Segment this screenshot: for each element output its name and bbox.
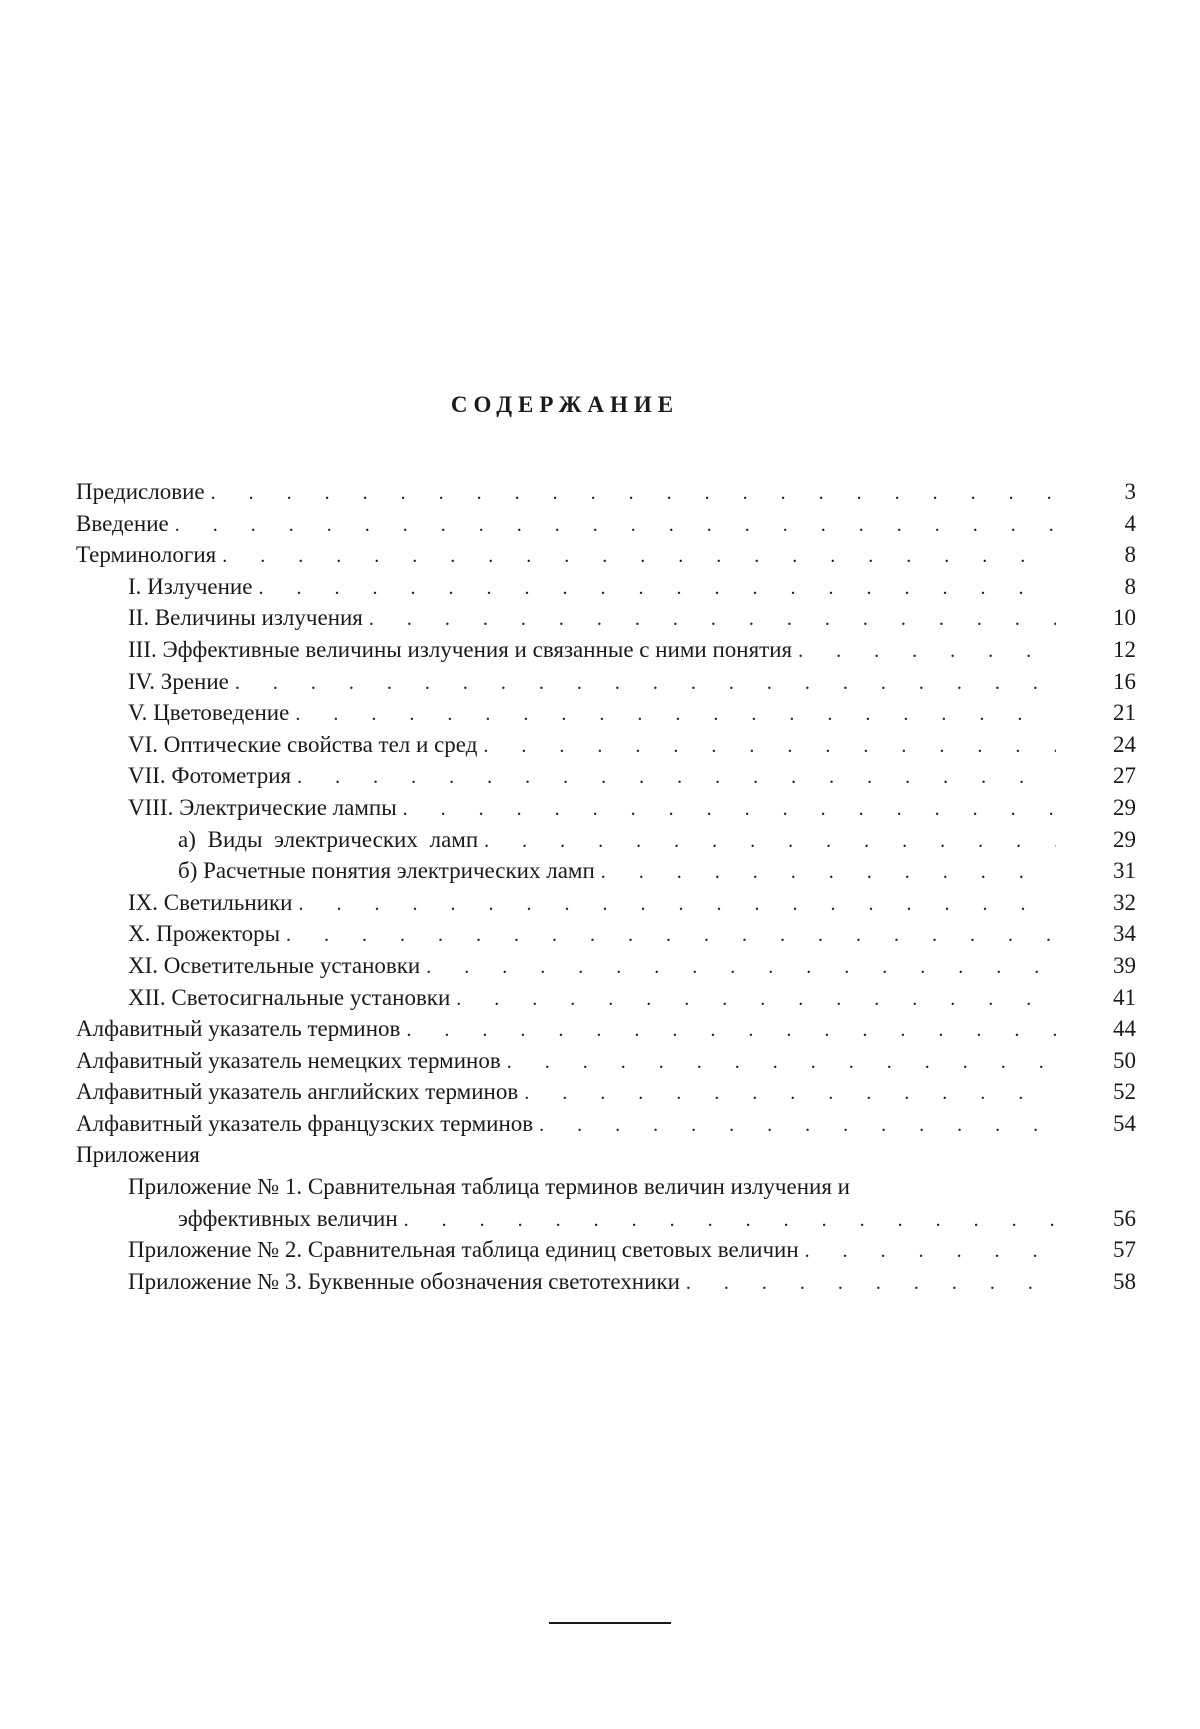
dot-leader <box>539 1110 1056 1140</box>
toc-entry-label: I. Излучение <box>128 573 253 599</box>
dot-leader <box>297 762 1056 792</box>
toc-entry <box>76 1108 1136 1140</box>
dot-leader <box>601 857 1056 887</box>
toc-entry <box>76 887 1136 919</box>
toc-entry <box>76 1203 1136 1235</box>
dot-leader <box>295 699 1056 729</box>
toc-entry-page: 4 <box>1124 510 1136 536</box>
toc-entry-page: 52 <box>1113 1079 1136 1105</box>
toc-entry <box>76 760 1136 792</box>
toc-entry <box>76 508 1136 540</box>
dot-leader <box>235 668 1056 698</box>
toc-entry-page: 57 <box>1113 1237 1136 1263</box>
end-rule <box>549 1622 671 1624</box>
toc-entry-page: 16 <box>1113 668 1136 694</box>
toc-entry-label: III. Эффективные величины излучения и связанные с ними понятия <box>128 636 793 662</box>
toc-entry <box>76 1076 1136 1108</box>
dot-leader <box>507 1047 1056 1077</box>
page-title: СОДЕРЖАНИЕ <box>450 392 680 417</box>
toc-entry-label: XII. Светосигнальные установки <box>128 984 451 1010</box>
toc-entry-page: 58 <box>1113 1268 1136 1294</box>
toc-entry-page: 41 <box>1113 984 1136 1010</box>
toc-entry-label: Алфавитный указатель терминов <box>76 1016 401 1042</box>
toc-entry-label: Приложение № 1. Сравнительная таблица терминов величин излучения и <box>128 1174 850 1200</box>
dot-leader <box>686 1268 1056 1298</box>
toc-entry-label: Приложение № 3. Буквенные обозначения светотехники <box>128 1268 680 1294</box>
toc-entry-page: 31 <box>1113 858 1136 884</box>
dot-leader <box>175 510 1056 540</box>
dot-leader <box>798 636 1056 666</box>
toc-entry-label: V. Цветоведение <box>128 700 290 726</box>
dot-leader <box>483 731 1056 761</box>
toc-entry <box>76 950 1136 982</box>
toc-entry-label: VIII. Электрические лампы <box>128 794 397 820</box>
dot-leader <box>222 541 1056 571</box>
toc-entry-label: Приложение № 2. Сравнительная таблица единиц световых величин <box>128 1237 799 1263</box>
toc-entry-page: 8 <box>1124 542 1136 568</box>
toc-entry-label: а) Виды электрических ламп <box>178 826 479 852</box>
toc-entry <box>76 824 1136 856</box>
toc-entry-label: Предисловие <box>76 479 205 504</box>
toc-entry-page: 44 <box>1113 1016 1136 1042</box>
toc-entry <box>76 1171 1136 1203</box>
dot-leader <box>524 1078 1056 1108</box>
toc-entry-label: б) Расчетные понятия электрических ламп <box>178 858 595 884</box>
dot-leader <box>258 573 1056 603</box>
toc-entry-page: 12 <box>1113 636 1136 662</box>
toc-entry-label: Приложения <box>76 1142 200 1168</box>
toc-entry-page: 39 <box>1113 952 1136 978</box>
toc-entry <box>76 1234 1136 1266</box>
dot-leader <box>369 604 1056 634</box>
toc-entry <box>76 476 1136 508</box>
toc-entry <box>76 918 1136 950</box>
table-of-contents <box>76 476 1136 1297</box>
toc-entry-page: 50 <box>1113 1047 1136 1073</box>
toc-entry-page: 10 <box>1113 605 1136 631</box>
dot-leader <box>404 1205 1056 1235</box>
toc-entry <box>76 729 1136 761</box>
dot-leader <box>211 478 1056 508</box>
toc-entry <box>76 792 1136 824</box>
toc-entry <box>76 634 1136 666</box>
toc-entry-label: Введение <box>76 510 169 536</box>
toc-entry-label: IV. Зрение <box>128 668 229 694</box>
toc-entry-page: 34 <box>1113 921 1136 947</box>
dot-leader <box>286 920 1056 950</box>
toc-entry-label: VII. Фотометрия <box>128 763 292 789</box>
dot-leader <box>406 1015 1056 1045</box>
toc-entry-page: 56 <box>1113 1205 1136 1231</box>
toc-entry-label: II. Величины излучения <box>128 605 363 631</box>
dot-leader <box>426 952 1056 982</box>
dot-leader <box>805 1236 1056 1266</box>
toc-entry <box>76 1266 1136 1298</box>
toc-entry-label: X. Прожекторы <box>128 921 281 947</box>
toc-entry <box>76 982 1136 1014</box>
toc-entry <box>76 1013 1136 1045</box>
toc-entry-label: Алфавитный указатель немецких терминов <box>76 1047 501 1073</box>
toc-entry-page: 29 <box>1113 826 1136 852</box>
toc-entry-page: 32 <box>1113 889 1136 915</box>
toc-entry-label: IX. Светильники <box>128 889 293 915</box>
toc-entry-page: 29 <box>1113 794 1136 820</box>
toc-entry <box>76 666 1136 698</box>
toc-entry-label: Алфавитный указатель английских терминов <box>76 1079 519 1105</box>
toc-entry <box>76 697 1136 729</box>
toc-entry-label: Алфавитный указатель французских терминов <box>76 1110 534 1136</box>
toc-entry <box>76 855 1136 887</box>
dot-leader <box>298 889 1056 919</box>
toc-entry <box>76 571 1136 603</box>
toc-entry-page: 21 <box>1113 700 1136 726</box>
toc-entry-label: эффективных величин <box>178 1205 398 1231</box>
toc-entry <box>76 1045 1136 1077</box>
toc-entry-page: 27 <box>1113 763 1136 789</box>
dot-leader <box>403 794 1056 824</box>
toc-entry-page: 3 <box>1124 479 1136 504</box>
dot-leader <box>456 984 1056 1014</box>
toc-entry <box>76 1139 1136 1171</box>
toc-entry-label: XI. Осветительные установки <box>128 952 421 978</box>
toc-entry-label: VI. Оптические свойства тел и сред <box>128 731 478 757</box>
toc-entry-page: 24 <box>1113 731 1136 757</box>
dot-leader <box>484 826 1056 856</box>
toc-entry-label: Терминология <box>76 542 217 568</box>
toc-entry-page: 8 <box>1124 573 1136 599</box>
toc-entry-page: 54 <box>1113 1110 1136 1136</box>
toc-entry <box>76 539 1136 571</box>
toc-entry <box>76 602 1136 634</box>
